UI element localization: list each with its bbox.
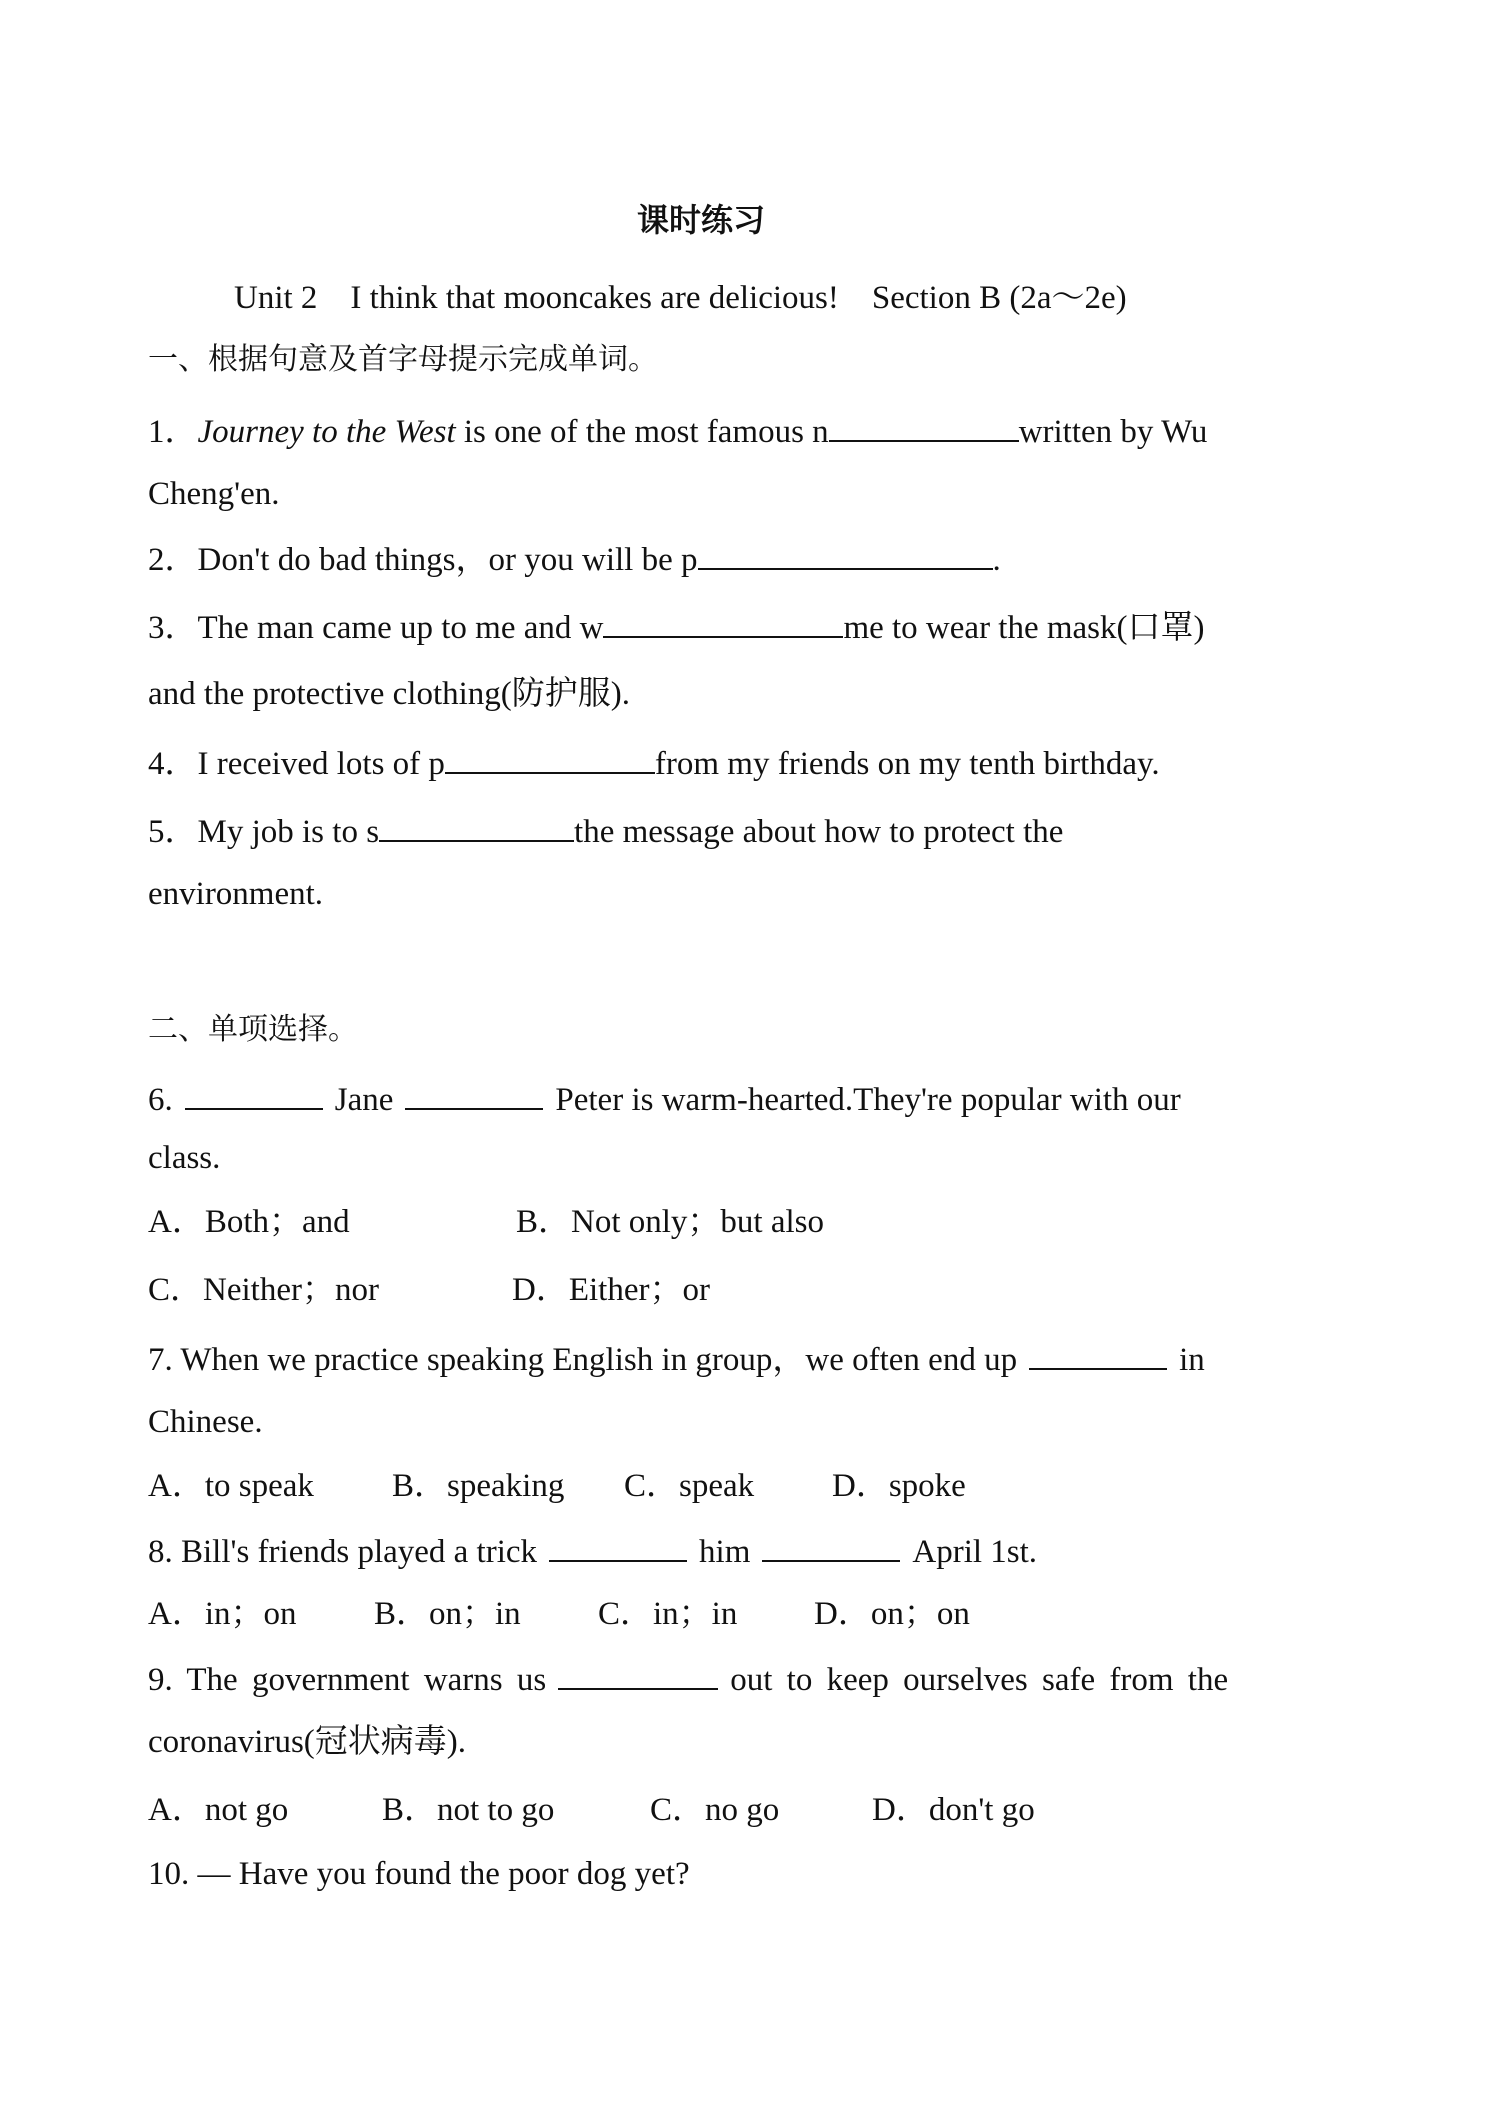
q1-book-title: Journey to the West xyxy=(197,414,456,450)
q3-blank[interactable] xyxy=(603,606,843,638)
q1-text: is one of the most famous n xyxy=(455,414,829,450)
question-10: 10. — Have you found the poor dog yet? xyxy=(148,1856,690,1892)
q1-number: 1． xyxy=(148,414,198,450)
q7-blank[interactable] xyxy=(1029,1338,1167,1370)
q6-text-2: Peter is warm-hearted.They're popular with our xyxy=(555,1082,1181,1118)
question-3 xyxy=(148,606,1205,648)
q9-text-after: out to keep ourselves safe from the xyxy=(730,1662,1229,1698)
q6-blank-2[interactable] xyxy=(405,1078,543,1110)
question-2 xyxy=(148,538,1001,580)
question-4 xyxy=(148,742,1160,784)
question-7-cont: Chinese. xyxy=(148,1404,263,1440)
q7-text-after: in xyxy=(1179,1342,1205,1378)
question-7 xyxy=(148,1338,1205,1380)
q8-text-mid: him xyxy=(699,1534,751,1570)
section1-heading: 一、根据句意及首字母提示完成单词。 xyxy=(148,342,658,377)
q7-option-a[interactable]: A．to speak xyxy=(148,1468,314,1504)
q2-blank[interactable] xyxy=(698,538,993,570)
question-1-cont: Cheng'en. xyxy=(148,476,280,512)
q6-option-b[interactable]: B．Not only；but also xyxy=(516,1204,825,1240)
q1-text-after: written by Wu xyxy=(1018,414,1208,450)
question-5-cont: environment. xyxy=(148,876,324,912)
question-5 xyxy=(148,810,1063,852)
question-9 xyxy=(148,1658,1228,1700)
q3-text-after: me to wear the mask(口罩) xyxy=(843,610,1205,646)
q8-option-d[interactable]: D．on；on xyxy=(814,1596,970,1632)
q5-text: 5．My job is to s xyxy=(148,814,380,850)
page-subtitle: Unit 2 I think that mooncakes are delicious! Section B (2a～2e) xyxy=(234,280,1127,316)
q9-option-b[interactable]: B．not to go xyxy=(382,1792,555,1828)
q6-option-c[interactable]: C．Neither；nor xyxy=(148,1272,379,1308)
q7-option-d[interactable]: D．spoke xyxy=(832,1468,966,1504)
q9-text: 9. The government warns us xyxy=(148,1662,547,1698)
q9-blank[interactable] xyxy=(558,1658,718,1690)
q9-option-d[interactable]: D．don't go xyxy=(872,1792,1035,1828)
q8-option-a[interactable]: A．in；on xyxy=(148,1596,297,1632)
question-3-cont: and the protective clothing(防护服). xyxy=(148,676,631,712)
question-9-cont: coronavirus(冠状病毒). xyxy=(148,1724,467,1760)
q9-option-a[interactable]: A．not go xyxy=(148,1792,289,1828)
q6-number: 6. xyxy=(148,1082,173,1118)
question-8 xyxy=(148,1530,1037,1572)
q6-blank-1[interactable] xyxy=(185,1078,323,1110)
q8-blank-1[interactable] xyxy=(549,1530,687,1562)
q9-option-c[interactable]: C．no go xyxy=(650,1792,780,1828)
section2-heading: 二、单项选择。 xyxy=(148,1012,358,1047)
question-6 xyxy=(148,1078,1181,1120)
q2-text-after: . xyxy=(992,542,1001,578)
q4-text: 4．I received lots of p xyxy=(148,746,445,782)
page-title: 课时练习 xyxy=(637,201,766,239)
q7-text: 7. When we practice speaking English in group，we often end up xyxy=(148,1342,1018,1378)
q7-option-c[interactable]: C．speak xyxy=(624,1468,755,1504)
q1-blank[interactable] xyxy=(829,410,1019,442)
q8-option-b[interactable]: B．on；in xyxy=(374,1596,521,1632)
q6-option-d[interactable]: D．Either；or xyxy=(512,1272,710,1308)
question-1 xyxy=(148,410,1207,452)
q8-text-after: April 1st. xyxy=(912,1534,1038,1570)
q8-blank-2[interactable] xyxy=(762,1530,900,1562)
q8-text: 8. Bill's friends played a trick xyxy=(148,1534,538,1570)
q6-option-a[interactable]: A．Both；and xyxy=(148,1204,350,1240)
q3-text: 3．The man came up to me and w xyxy=(148,610,604,646)
q7-option-b[interactable]: B．speaking xyxy=(392,1468,565,1504)
q5-text-after: the message about how to protect the xyxy=(574,814,1064,850)
q8-option-c[interactable]: C．in；in xyxy=(598,1596,738,1632)
q6-text-1: Jane xyxy=(334,1082,394,1118)
q4-blank[interactable] xyxy=(445,742,655,774)
q4-text-after: from my friends on my tenth birthday. xyxy=(654,746,1160,782)
question-6-cont: class. xyxy=(148,1140,221,1176)
q2-text: 2．Don't do bad things，or you will be p xyxy=(148,542,698,578)
q5-blank[interactable] xyxy=(379,810,574,842)
